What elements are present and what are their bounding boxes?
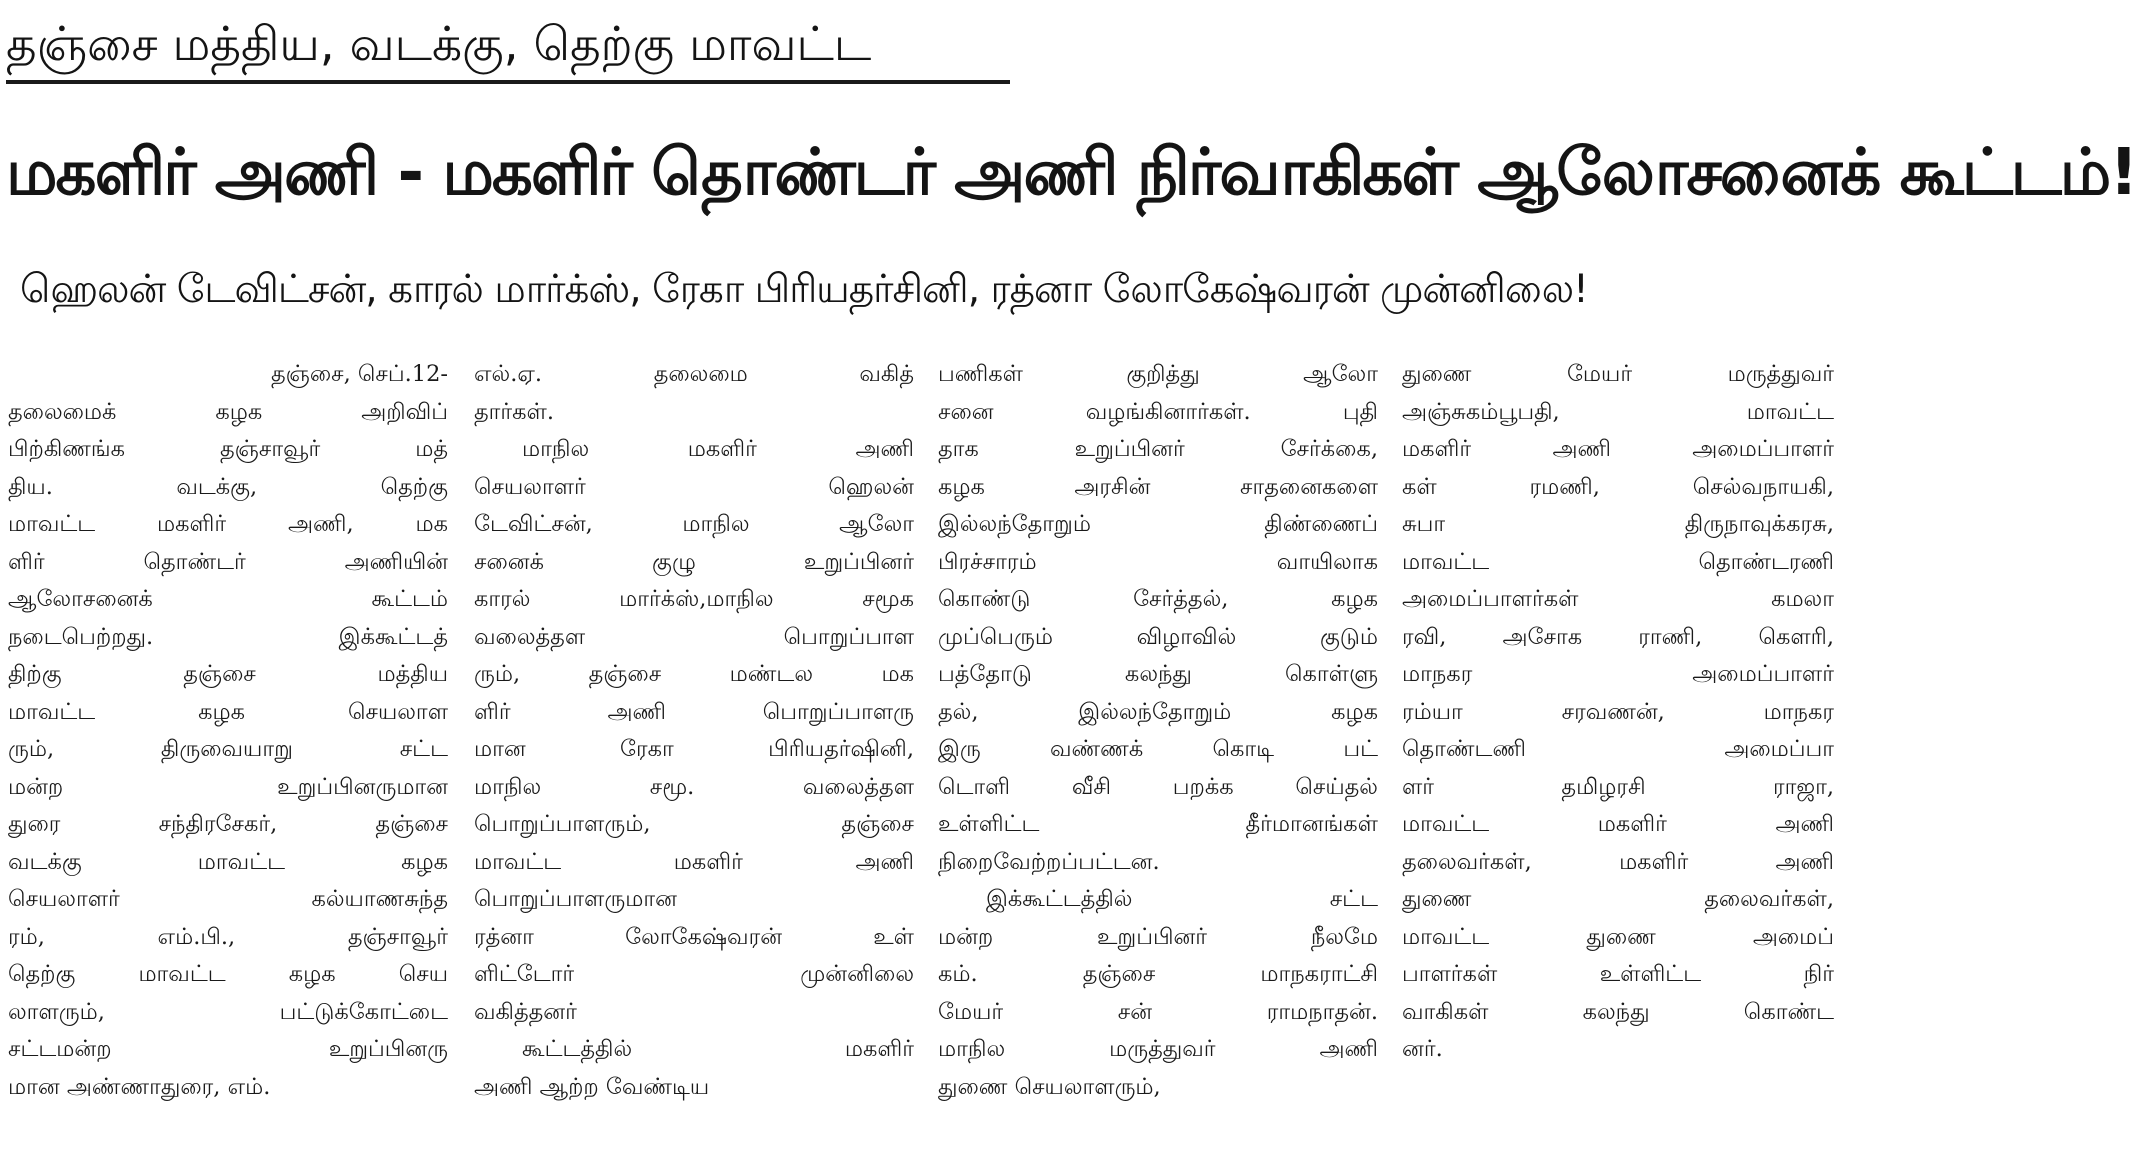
article-line: எல்.ஏ. தலைமை வகித் bbox=[474, 361, 914, 387]
article-line: ரும், திருவையாறு சட்ட bbox=[8, 736, 448, 762]
article-line: லாளரும், பட்டுக்கோட்டை bbox=[8, 998, 448, 1025]
article-line: வடக்கு மாவட்ட கழக bbox=[8, 848, 448, 875]
article-line: திய. வடக்கு, தெற்கு bbox=[8, 473, 448, 500]
article-line: சனைக் குழு உறுப்பினர் bbox=[474, 548, 914, 575]
article-line: தொண்டணி அமைப்பா bbox=[1402, 736, 1834, 762]
kicker-underline bbox=[6, 80, 1010, 84]
article-line: மாவட்ட துணை அமைப் bbox=[1402, 923, 1834, 950]
article-line: தலைவர்கள், மகளிர் அணி bbox=[1402, 848, 1834, 875]
article-line: ளிட்டோர் முன்னிலை bbox=[474, 961, 914, 987]
article-line: மாவட்ட மகளிர் அணி bbox=[474, 848, 914, 875]
article-line: சுபா திருநாவுக்கரசு, bbox=[1402, 511, 1834, 537]
article-line: துணை தலைவர்கள், bbox=[1402, 886, 1834, 912]
kicker-heading: தஞ்சை மத்திய, வடக்கு, தெற்கு மாவட்ட bbox=[6, 17, 872, 72]
article-line: முப்பெரும் விழாவில் குடும் bbox=[938, 623, 1378, 650]
article-line: மன்ற உறுப்பினர் நீலமே bbox=[938, 923, 1378, 950]
article-line: ளிர் தொண்டர் அணியின் bbox=[8, 548, 448, 575]
article-line: ரவி, அசோக ராணி, கௌரி, bbox=[1402, 623, 1834, 650]
headline: மகளிர் அணி - மகளிர் தொண்டர் அணி நிர்வாகிகள் ஆலோசனைக் கூட்டம்! bbox=[6, 136, 2136, 210]
article-line: வலைத்தள பொறுப்பாள bbox=[474, 623, 914, 650]
article-line: அஞ்சுகம்பூபதி, மாவட்ட bbox=[1402, 398, 1834, 425]
article-line: துரை சந்திரசேகர், தஞ்சை bbox=[8, 811, 448, 837]
article-line: கூட்டத்தில் மகளிர் bbox=[522, 1036, 914, 1062]
article-line: மாநகர அமைப்பாளர் bbox=[1402, 661, 1834, 687]
article-line: கொண்டு சேர்த்தல், கழக bbox=[938, 586, 1378, 612]
article-line: மாவட்ட மகளிர் அணி, மக bbox=[8, 511, 448, 537]
article-line: அமைப்பாளர்கள் கமலா bbox=[1402, 586, 1834, 612]
article-line: தெற்கு மாவட்ட கழக செய bbox=[8, 961, 448, 987]
article-line: மான ரேகா பிரியதர்ஷினி, bbox=[474, 736, 914, 762]
article-line: மாநில மகளிர் அணி bbox=[522, 436, 914, 462]
article-line: மாநில மருத்துவர் அணி bbox=[938, 1036, 1378, 1062]
article-line: பணிகள் குறித்து ஆலோ bbox=[938, 361, 1378, 387]
article-line: ஆலோசனைக் கூட்டம் bbox=[8, 586, 448, 612]
article-line: பாளர்கள் உள்ளிட்ட நிர் bbox=[1402, 961, 1834, 987]
article-line: மான அண்ணாதுரை, எம். bbox=[8, 1073, 271, 1100]
article-line: காரல் மார்க்ஸ்,மாநில சமூக bbox=[474, 586, 914, 612]
article-line: தாக உறுப்பினர் சேர்க்கை, bbox=[938, 436, 1378, 462]
article-line: மாவட்ட கழக செயலாள bbox=[8, 698, 448, 725]
article-line: மன்ற உறுப்பினருமான bbox=[8, 773, 448, 800]
article-line: ரத்னா லோகேஷ்வரன் உள் bbox=[474, 923, 914, 950]
article-line: மாநில சமூ. வலைத்தள bbox=[474, 773, 914, 800]
article-line: செயலாளர் கல்யாணசுந்த bbox=[8, 886, 448, 912]
article-column-3 bbox=[938, 356, 1378, 1162]
article-line: ளிர் அணி பொறுப்பாளரு bbox=[474, 698, 914, 725]
article-line: சனை வழங்கினார்கள். புதி bbox=[938, 398, 1378, 425]
article-line: கள் ரமணி, செல்வநாயகி, bbox=[1402, 473, 1834, 500]
article-line: பொறுப்பாளரும், தஞ்சை bbox=[474, 811, 914, 837]
article-line: செயலாளர் ஹெலன் bbox=[474, 473, 914, 500]
article-line: மகளிர் அணி அமைப்பாளர் bbox=[1402, 436, 1834, 462]
article-line: இல்லந்தோறும் திண்ணைப் bbox=[938, 511, 1378, 537]
article-line: டேவிட்சன், மாநில ஆலோ bbox=[474, 511, 914, 537]
article-line: இரு வண்ணக் கொடி பட் bbox=[938, 736, 1378, 762]
article-line: ரம், எம்.பி., தஞ்சாவூர் bbox=[8, 923, 448, 950]
article-line: பிற்கிணங்க தஞ்சாவூர் மத் bbox=[8, 436, 448, 462]
article-column-2 bbox=[474, 356, 914, 1162]
article-line: சட்டமன்ற உறுப்பினரு bbox=[8, 1036, 448, 1062]
article-line: இக்கூட்டத்தில் சட்ட bbox=[986, 886, 1378, 912]
article-line: துணை செயலாளரும், bbox=[938, 1073, 1161, 1100]
article-line: டொளி வீசி பறக்க செய்தல் bbox=[938, 773, 1378, 800]
article-line: தஞ்சை, செப்.12- bbox=[271, 361, 448, 387]
article-line: துணை மேயர் மருத்துவர் bbox=[1402, 361, 1834, 387]
article-line: அணி ஆற்ற வேண்டிய bbox=[474, 1073, 710, 1100]
article-line: கழக அரசின் சாதனைகளை bbox=[938, 473, 1378, 500]
article-line: திற்கு தஞ்சை மத்திய bbox=[8, 661, 448, 687]
article-line: மாவட்ட மகளிர் அணி bbox=[1402, 811, 1834, 837]
article-line: நிறைவேற்றப்பட்டன. bbox=[938, 848, 1160, 875]
subheadline: ஹெலன் டேவிட்சன், காரல் மார்க்ஸ், ரேகா பிரியதர்சினி, ரத்னா லோகேஷ்வரன் முன்னிலை! bbox=[20, 267, 1588, 312]
article-line: பொறுப்பாளருமான bbox=[474, 886, 677, 912]
article-line: மேயர் சன் ராமநாதன். bbox=[938, 998, 1378, 1025]
article-line: உள்ளிட்ட தீர்மானங்கள் bbox=[938, 811, 1378, 837]
article-line: வகித்தனர் bbox=[474, 998, 577, 1025]
article-line: பத்தோடு கலந்து கொள்ளு bbox=[938, 661, 1378, 687]
article-line: னர். bbox=[1402, 1036, 1443, 1062]
article-line: தார்கள். bbox=[474, 398, 555, 425]
article-line: நடைபெற்றது. இக்கூட்டத் bbox=[8, 623, 448, 650]
article-line: ரம்யா சரவணன், மாநகர bbox=[1402, 698, 1834, 725]
article-line: மாவட்ட தொண்டரணி bbox=[1402, 548, 1834, 575]
article-line: பிரச்சாரம் வாயிலாக bbox=[938, 548, 1378, 575]
article-column-1 bbox=[8, 356, 448, 1162]
article-line: தல், இல்லந்தோறும் கழக bbox=[938, 698, 1378, 725]
article-line: தலைமைக் கழக அறிவிப் bbox=[8, 398, 448, 425]
article-line: ளர் தமிழரசி ராஜா, bbox=[1402, 773, 1834, 800]
article-line: கம். தஞ்சை மாநகராட்சி bbox=[938, 961, 1378, 987]
article-line: வாகிகள் கலந்து கொண்ட bbox=[1402, 998, 1834, 1025]
article-line: ரும், தஞ்சை மண்டல மக bbox=[474, 661, 914, 687]
article-column-4 bbox=[1402, 356, 1834, 1162]
